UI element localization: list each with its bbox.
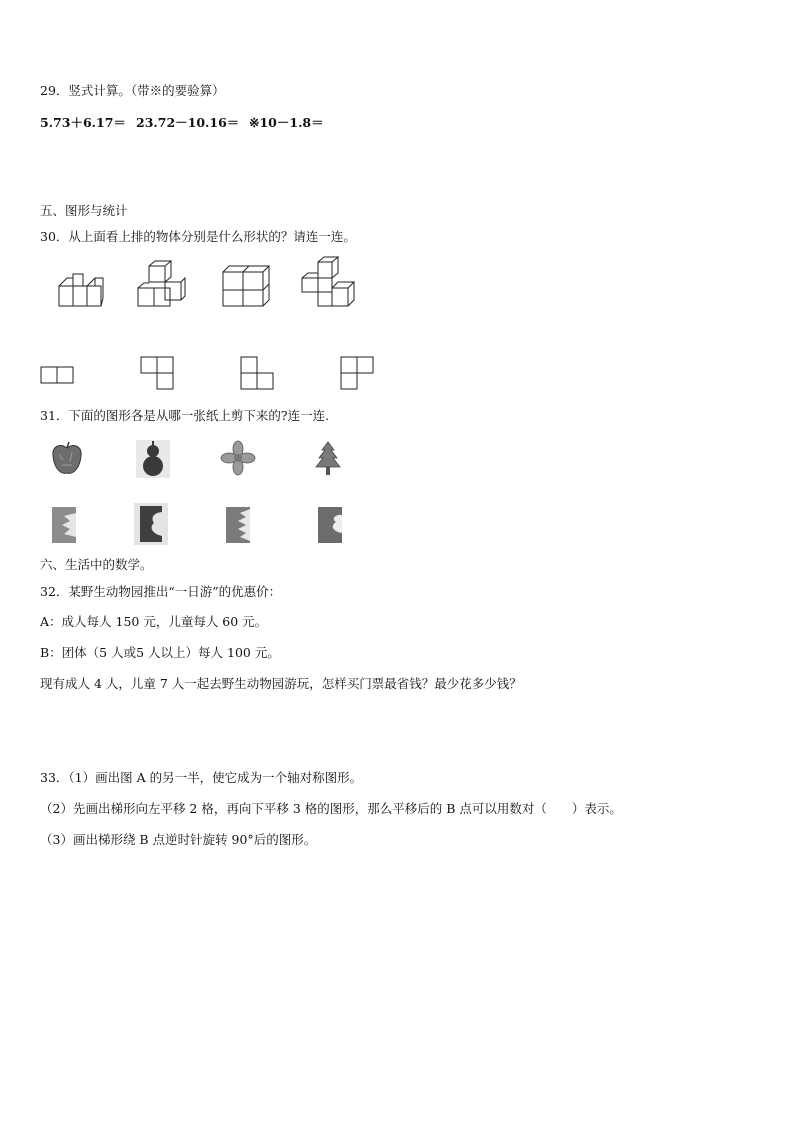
q32-question: 现有成人 4 人，儿童 7 人一起去野生动物园游玩，怎样买门票最省钱？最少花多少钱？	[40, 676, 522, 691]
q33-part2: （2）先画出梯形向左平移 2 格，再向下平移 3 格的图形，那么平移后的 B 点可以用数对（ ）表示。	[40, 801, 622, 816]
q33-part1: 33．（1）画出图 A 的另一半，使它成为一个轴对称图形。	[40, 770, 363, 785]
q32-option-a: A：成人每人 150 元，儿童每人 60 元。	[40, 614, 268, 629]
folded-paper-c-icon	[224, 505, 254, 545]
flower-cutout-icon	[220, 440, 256, 476]
gourd-cutout-icon	[136, 440, 170, 478]
q32-title: 32．某野生动物园推出“一日游”的优惠价：	[40, 584, 282, 599]
section6-title: 六、生活中的数学。	[40, 557, 153, 572]
section5-title: 五、图形与统计	[40, 203, 128, 218]
top-view-reverse-l-icon	[340, 356, 376, 392]
apple-cutout-icon	[50, 440, 84, 478]
cube-stack-d-icon	[298, 254, 356, 310]
folded-paper-d-icon	[316, 505, 346, 545]
cube-stack-c-icon	[220, 262, 270, 310]
folded-paper-b-icon	[134, 503, 168, 545]
q29-expr-3: ※10－1.8＝	[249, 115, 324, 130]
q30-title: 30．从上面看上排的物体分别是什么形状的？请连一连。	[40, 229, 356, 244]
tree-cutout-icon	[312, 440, 344, 478]
top-view-l-shape-icon	[140, 356, 176, 392]
folded-paper-a-icon	[50, 505, 80, 545]
q33-part3: （3）画出梯形绕 B 点逆时针旋转 90°后的图形。	[40, 832, 317, 847]
q32-option-b: B：团体（5 人或5 人以上）每人 100 元。	[40, 645, 280, 660]
top-view-two-squares-icon	[40, 366, 76, 386]
q29-expr-2: 23.72－10.16＝	[136, 115, 240, 130]
top-view-step-shape-icon	[240, 356, 276, 392]
cube-stack-b-icon	[135, 258, 190, 313]
cube-stack-a-icon	[55, 270, 105, 310]
q29-expr-1: 5.73＋6.17＝	[40, 115, 126, 130]
q31-title: 31．下面的图形各是从哪一张纸上剪下来的?连一连.	[40, 408, 330, 423]
q29-title: 29．竖式计算。（带※的要验算）	[40, 83, 225, 98]
